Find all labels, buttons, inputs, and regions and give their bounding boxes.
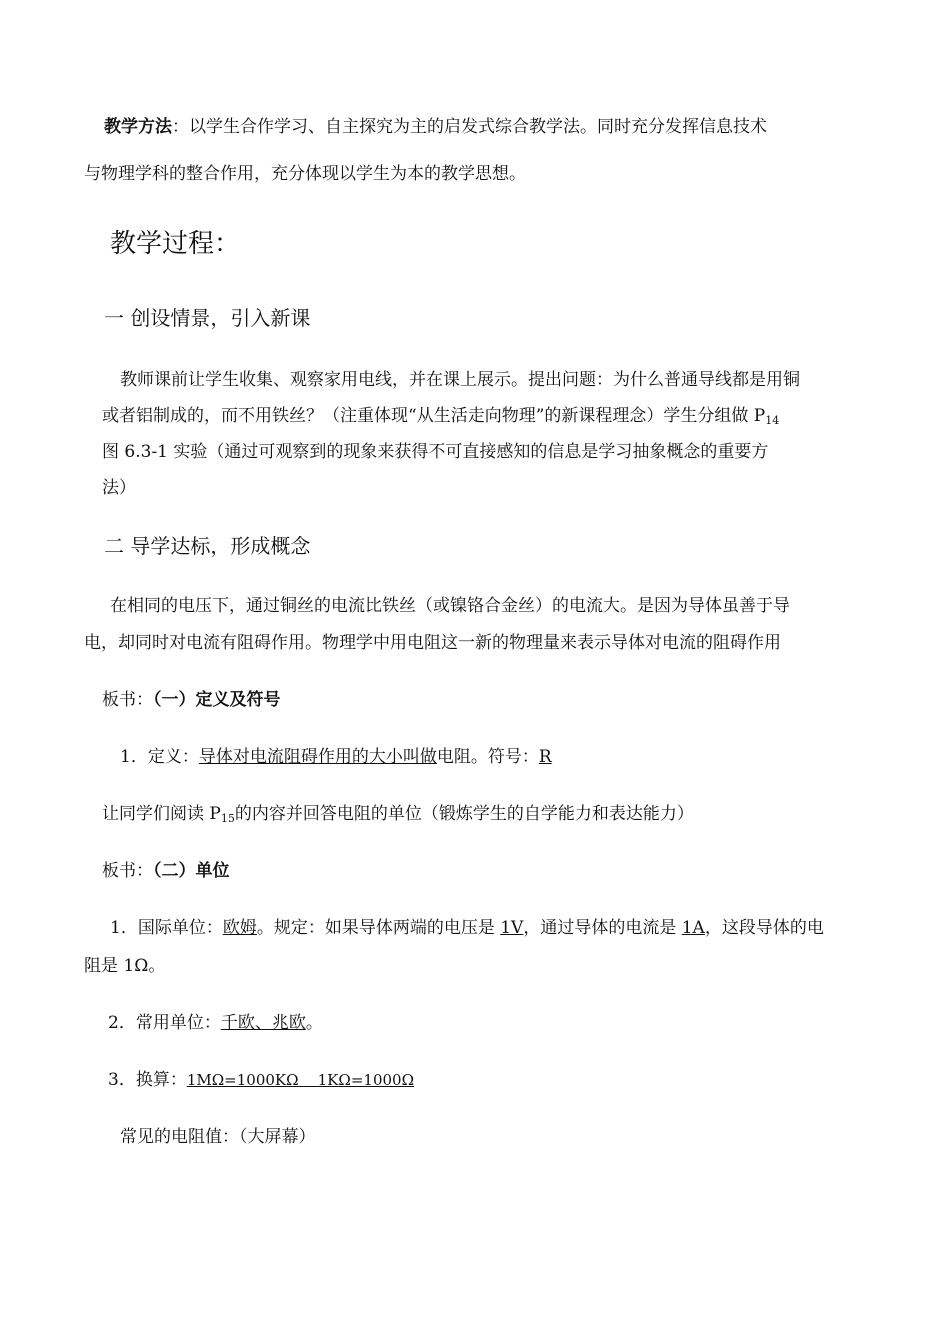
section-1-title: 一 创设情景，引入新课 — [104, 306, 311, 330]
section-1-subscript: 14 — [765, 414, 780, 427]
section-1-line-1 — [120, 360, 900, 400]
section-2-text-2: 电，却同时对电流有阻碍作用。物理学中用电阻这一新的物理量来表示导体对电流的阻碍作用 — [84, 633, 781, 653]
section-2-text-1: 在相同的电压下，通过铜丝的电流比铁丝（或镍铬合金丝）的电流大。是因为导体虽善于导 — [110, 596, 790, 616]
common-values-text: 常见的电阻值：（大屏幕） — [120, 1127, 316, 1147]
methods-colon: ： — [172, 117, 189, 137]
unit-3-conversion-1: 1MΩ=1000KΩ — [186, 1071, 299, 1089]
board-1-prefix: 板书： — [102, 690, 153, 710]
section-1-line-4 — [102, 468, 882, 508]
common-values-line — [120, 1117, 900, 1157]
unit-3-gap — [299, 1071, 318, 1089]
section-2-line-1 — [110, 586, 890, 626]
unit-1-line-2 — [84, 946, 864, 986]
unit-3-line — [108, 1060, 888, 1100]
section-2-title: 二 导学达标，形成概念 — [104, 534, 311, 558]
read-text-b: 的内容并回答电阻的单位（锻炼学生的自学能力和表达能力） — [234, 804, 694, 824]
unit-1-text-line-2: 阻是 1Ω。 — [84, 956, 166, 976]
unit-3-label: 3．换算： — [108, 1070, 187, 1090]
read-subscript: 15 — [220, 812, 235, 825]
section-1-text-3: 图 6.3-1 实验（通过可观察到的现象来获得不可直接感知的信息是学习抽象概念的重要方 — [102, 442, 769, 462]
methods-text-1: 以学生合作学习、自主探究为主的启发式综合教学法。同时充分发挥信息技术 — [189, 117, 767, 137]
unit-1-amp: 1A — [681, 918, 705, 938]
section-1-line-3 — [102, 432, 882, 472]
unit-2-end: 。 — [305, 1013, 323, 1033]
unit-1-ohm: 欧姆 — [222, 918, 257, 938]
board-2-prefix: 板书： — [102, 861, 153, 881]
unit-1-text-d: ，这段导体的电 — [704, 918, 824, 938]
unit-1-text-c: ，通过导体的电流是 — [523, 918, 682, 938]
board-2-title: （二）单位 — [153, 861, 230, 881]
section-1-text-4: 法） — [102, 478, 136, 498]
definition-rest: 电阻。符号： — [436, 747, 539, 767]
read-text-a: 让同学们阅读 P — [102, 804, 221, 824]
unit-2-underlined: 千欧、兆欧 — [220, 1013, 306, 1033]
board-1-title: （一）定义及符号 — [153, 690, 281, 710]
unit-1-volt: 1V — [500, 918, 524, 938]
methods-line-2 — [84, 154, 864, 194]
section-1-text-1: 教师课前让学生收集、观察家用电线，并在课上展示。提出问题：为什么普通导线都是用铜 — [120, 370, 800, 390]
section-1-text-2: 或者铝制成的，而不用铁丝？（注重体现“从生活走向物理”的新课程理念）学生分组做 P — [102, 406, 766, 426]
board-1 — [102, 680, 882, 720]
unit-1-line-1 — [110, 908, 890, 948]
unit-2-label: 2．常用单位： — [108, 1013, 221, 1033]
board-2 — [102, 851, 882, 891]
unit-1-text-b: 。规定：如果导体两端的电压是 — [256, 918, 501, 938]
section-2-line-2 — [84, 623, 864, 663]
methods-line-1 — [104, 107, 884, 147]
definition-label: 1．定义： — [120, 747, 199, 767]
definition-symbol: R — [538, 747, 552, 767]
definition-line — [120, 737, 900, 777]
read-line — [102, 794, 882, 839]
unit-1-label: 1．国际单位： — [110, 918, 223, 938]
unit-2-line — [108, 1003, 888, 1043]
definition-underlined: 导体对电流阻碍作用的大小叫做 — [198, 747, 437, 767]
methods-text-2: 与物理学科的整合作用，充分体现以学生为本的教学思想。 — [84, 164, 526, 184]
methods-label: 教学方法 — [104, 117, 172, 137]
unit-3-conversion-2: 1KΩ=1000Ω — [317, 1071, 415, 1089]
process-title: 教学过程： — [110, 229, 241, 259]
